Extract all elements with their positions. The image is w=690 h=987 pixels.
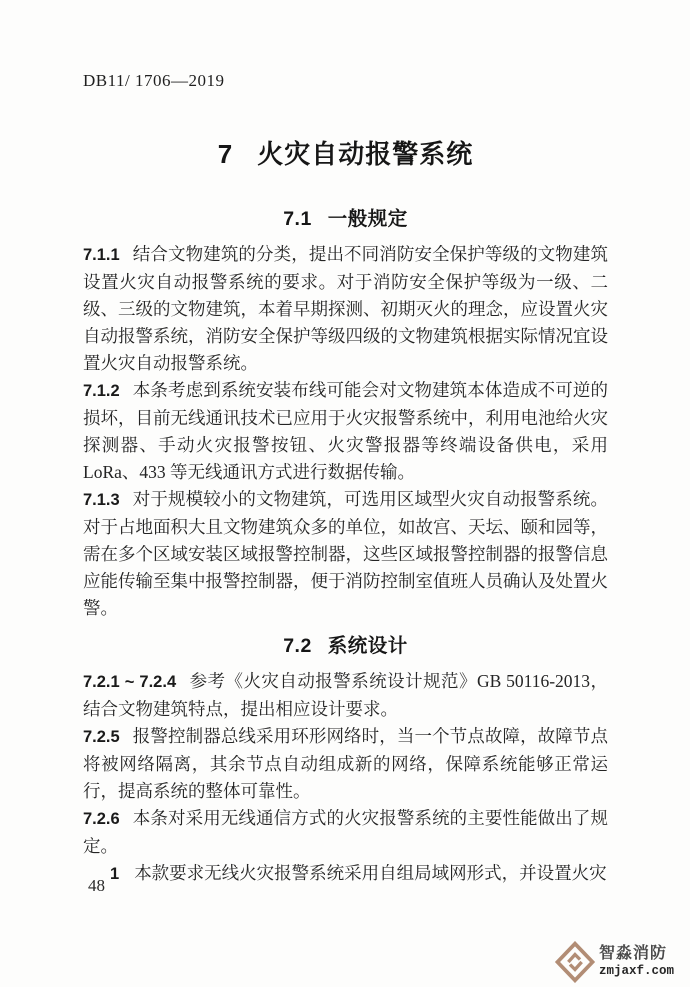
standard-code: DB11/ 1706—2019 [83, 71, 225, 90]
clause-7-2-6 [83, 805, 608, 860]
watermark-name: 智淼消防 [598, 945, 667, 963]
clause-number: 7.2.6 [83, 810, 120, 828]
clause-text: 本条考虑到系统安装布线可能会对文物建筑本体造成不可逆的损坏，目前无线通讯技术已应用于火灾报警系统中，利用电池给火灾探测器、手动火灾报警按钮、火灾警报器等终端设备供电，采用 LoRa、433 等无线通讯方式进行数据传输。 [83, 380, 608, 482]
chapter-title [83, 138, 608, 171]
section-name: 一般规定 [327, 208, 408, 230]
clause-number: 7.1.1 [83, 246, 120, 264]
clause-text: 结合文物建筑的分类，提出不同消防安全保护等级的文物建筑设置火灾自动报警系统的要求。对于消防安全保护等级为一级、二级、三级的文物建筑，本着早期探测、初期灭火的理念，应设置火灾自动报警系统，消防安全保护等级四级的文物建筑根据实际情况宜设置火灾自动报警系统。 [83, 244, 608, 373]
clause-text: 本条对采用无线通信方式的火灾报警系统的主要性能做出了规定。 [83, 808, 608, 856]
clause-number: 7.2.5 [83, 728, 120, 746]
clause-7-1-2 [83, 377, 608, 486]
clause-number: 7.1.3 [83, 491, 120, 509]
watermark [555, 941, 674, 983]
text-column [83, 71, 608, 888]
chapter-number: 7 [217, 139, 234, 169]
clause-7-1-1 [83, 241, 608, 377]
clause-7-2-5 [83, 723, 608, 805]
clause-text: 参考《火灾自动报警系统设计规范》GB 50116-2013，结合文物建筑特点，提出相应设计要求。 [83, 671, 608, 719]
clause-number: 7.1.2 [83, 382, 120, 400]
section-heading-7-1 [83, 207, 608, 231]
section-number: 7.2 [283, 635, 312, 657]
clause-7-2-1-to-7-2-4 [83, 668, 608, 723]
clause-number: 7.2.1 ~ 7.2.4 [83, 673, 177, 691]
sub-clause-text: 本款要求无线火灾报警系统采用自组局域网形式，并设置火灾 [134, 863, 607, 883]
sub-clause-number: 1 [110, 865, 120, 883]
page-number: 48 [88, 876, 105, 895]
section-name: 系统设计 [327, 635, 408, 657]
watermark-domain: zmjaxf.com [598, 964, 674, 979]
clause-7-1-3 [83, 486, 608, 622]
section-number: 7.1 [283, 208, 312, 230]
watermark-text [599, 946, 674, 978]
chapter-name: 火灾自动报警系统 [257, 139, 474, 169]
clause-text: 报警控制器总线采用环形网络时，当一个节点故障，故障节点将被网络隔离，其余节点自动组成新的网络，保障系统能够正常运行，提高系统的整体可靠性。 [83, 726, 608, 801]
clause-text: 对于规模较小的文物建筑，可选用区域型火灾自动报警系统。对于占地面积大且文物建筑众多的单位，如故宫、天坛、颐和园等，需在多个区域安装区域报警控制器，这些区域报警控制器的报警信息应能传输至集中报警控制器，便于消防控制室值班人员确认及处置火警。 [83, 489, 608, 618]
zhimiao-fire-logo-icon [555, 941, 595, 983]
sub-clause-1 [83, 860, 608, 888]
section-heading-7-2 [83, 634, 608, 658]
